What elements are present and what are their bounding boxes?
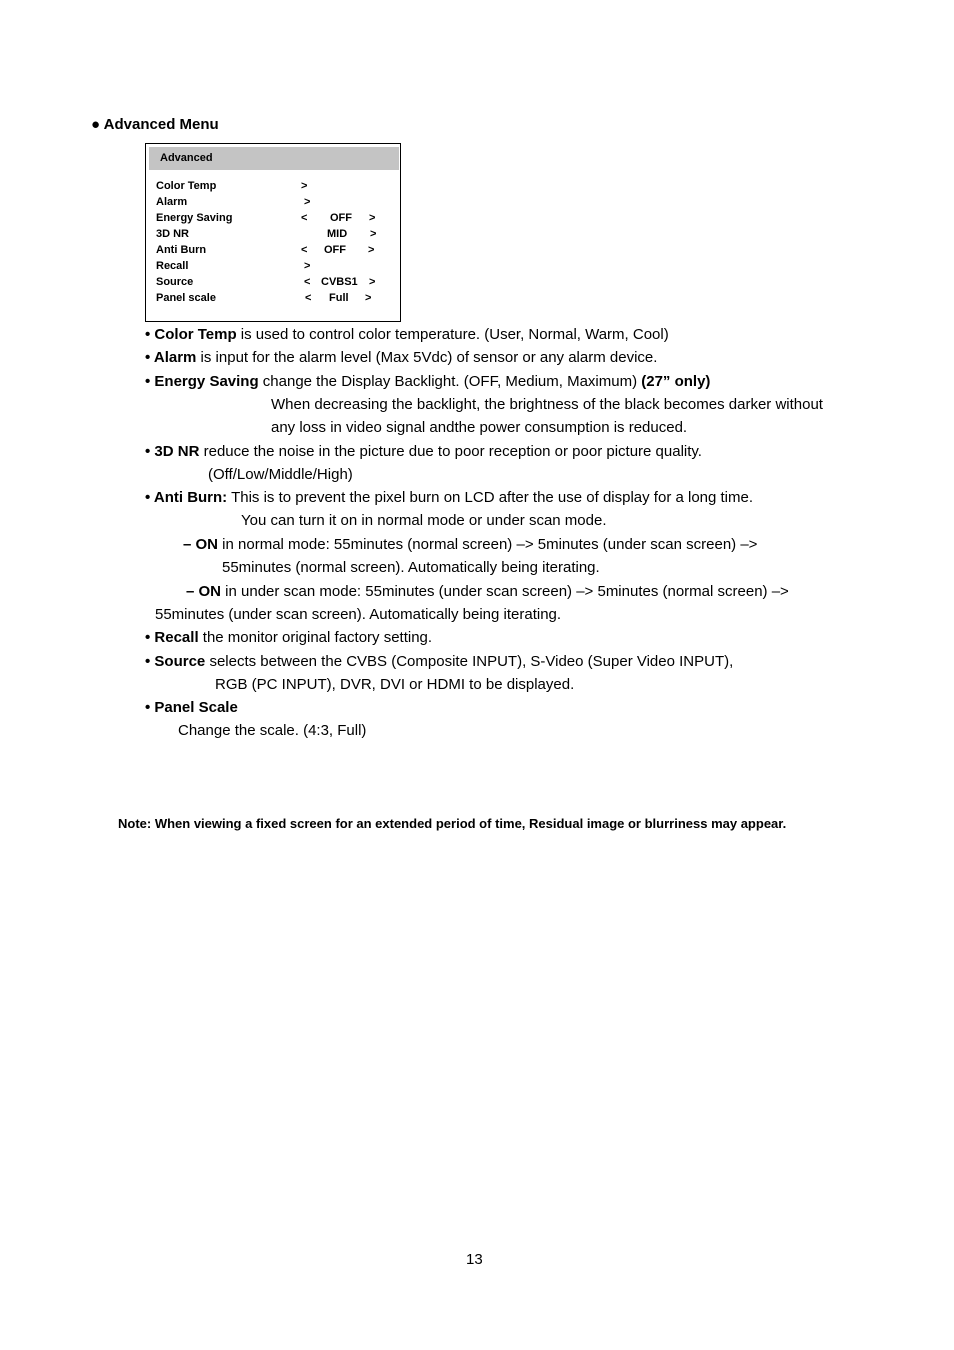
desc-anti-burn-line2: You can turn it on in normal mode or under scan mode. xyxy=(241,512,607,529)
menu-item-label: Alarm xyxy=(156,196,188,208)
desc-text: the monitor original factory setting. xyxy=(198,629,433,646)
desc-text: is used to control color temperature. (User, Normal, Warm, Cool) xyxy=(236,326,669,343)
chevron-right-icon: > xyxy=(368,244,375,256)
desc-term: • Alarm xyxy=(145,349,197,366)
desc-text: selects between the CVBS (Composite INPUT), S-Video (Super Video INPUT), xyxy=(205,653,734,670)
desc-term: • Energy Saving xyxy=(145,373,259,390)
chevron-left-icon: < xyxy=(301,212,308,224)
desc-anti-burn-on-underscan-line2: 55minutes (under scan screen). Automatically being iterating. xyxy=(155,606,562,623)
desc-panel-scale-line2: Change the scale. (4:3, Full) xyxy=(178,722,367,739)
menu-item-label: Panel scale xyxy=(156,292,216,304)
section-heading: ● Advanced Menu xyxy=(91,116,219,133)
desc-recall xyxy=(145,628,432,648)
desc-text: This is to prevent the pixel burn on LCD after the use of display for a long time. xyxy=(227,489,754,506)
desc-energy-saving-line2: When decreasing the backlight, the brightness of the black becomes darker without xyxy=(271,396,823,413)
chevron-left-icon: < xyxy=(305,292,312,304)
desc-3d-nr-line2: (Off/Low/Middle/High) xyxy=(208,466,353,483)
menu-item-value: CVBS1 xyxy=(321,276,358,288)
desc-text: change the Display Backlight. (OFF, Medium, Maximum) xyxy=(258,373,642,390)
menu-item-label: Recall xyxy=(156,260,189,272)
chevron-right-icon: > xyxy=(304,196,311,208)
page-number: 13 xyxy=(466,1251,483,1268)
chevron-right-icon: > xyxy=(370,228,377,240)
desc-anti-burn xyxy=(145,488,753,508)
desc-alarm xyxy=(145,348,657,368)
desc-term: • 3D NR xyxy=(145,443,200,460)
desc-anti-burn-on-normal xyxy=(183,535,757,555)
desc-energy-saving xyxy=(145,372,710,392)
desc-text: in normal mode: 55minutes (normal screen) –> 5minutes (under scan screen) –> xyxy=(218,536,758,553)
menu-item-value: OFF xyxy=(324,244,346,256)
menu-item-value: Full xyxy=(329,292,349,304)
menu-item-value: OFF xyxy=(330,212,352,224)
desc-anti-burn-on-underscan xyxy=(186,582,789,602)
menu-item-label: Anti Burn xyxy=(156,244,207,256)
desc-text: in under scan mode: 55minutes (under scan screen) –> 5minutes (normal screen) –> xyxy=(221,583,789,600)
desc-term: • Panel Scale xyxy=(145,699,238,716)
chevron-left-icon: < xyxy=(304,276,311,288)
desc-term: • Recall xyxy=(145,629,199,646)
desc-term: • Color Temp xyxy=(145,326,237,343)
desc-source xyxy=(145,652,733,672)
advanced-menu-panel xyxy=(145,143,401,322)
desc-panel-scale xyxy=(145,698,238,718)
desc-source-line2: RGB (PC INPUT), DVR, DVI or HDMI to be displayed. xyxy=(215,676,575,693)
menu-item-label: Color Temp xyxy=(156,180,217,192)
desc-anti-burn-on-normal-line2: 55minutes (normal screen). Automatically being iterating. xyxy=(222,559,600,576)
desc-term: • Source xyxy=(145,653,206,670)
desc-term: – ON xyxy=(183,536,219,553)
menu-item-label: Source xyxy=(156,276,194,288)
menu-title: Advanced xyxy=(149,147,399,170)
desc-3d-nr xyxy=(145,442,702,462)
menu-item-label: Energy Saving xyxy=(156,212,233,224)
desc-term: – ON xyxy=(186,583,222,600)
chevron-right-icon: > xyxy=(369,212,376,224)
desc-text: is input for the alarm level (Max 5Vdc) of sensor or any alarm device. xyxy=(196,349,658,366)
note-text: Note: When viewing a fixed screen for an extended period of time, Residual image or blurriness may appear. xyxy=(118,816,787,831)
desc-term: • Anti Burn: xyxy=(145,489,228,506)
menu-item-label: 3D NR xyxy=(156,228,190,240)
chevron-right-icon: > xyxy=(369,276,376,288)
chevron-right-icon: > xyxy=(365,292,372,304)
chevron-left-icon: < xyxy=(301,244,308,256)
desc-energy-saving-line3: any loss in video signal andthe power consumption is reduced. xyxy=(271,419,688,436)
chevron-right-icon: > xyxy=(304,260,311,272)
desc-emphasis: (27” only) xyxy=(641,373,711,390)
desc-color-temp xyxy=(145,325,669,345)
desc-text: reduce the noise in the picture due to poor reception or poor picture quality. xyxy=(199,443,702,460)
chevron-right-icon: > xyxy=(301,180,308,192)
menu-item-value: MID xyxy=(327,228,348,240)
